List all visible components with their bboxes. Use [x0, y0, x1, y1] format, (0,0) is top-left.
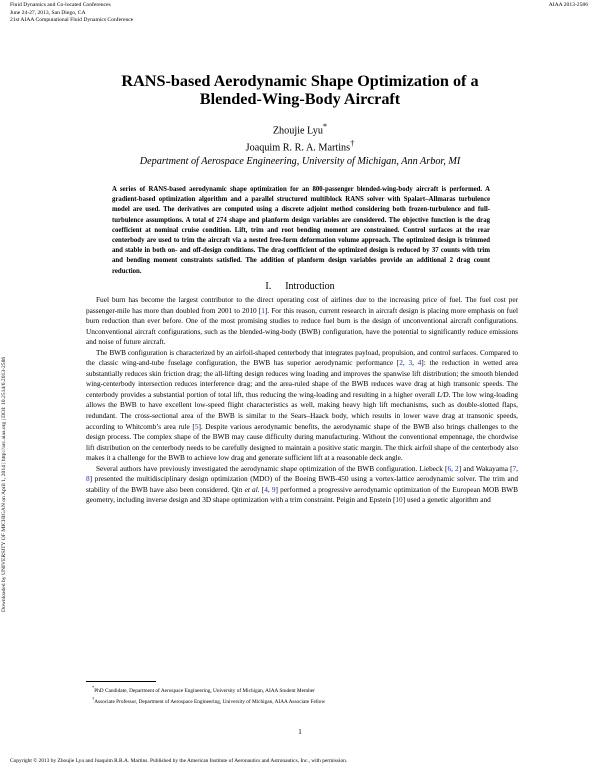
citation-link[interactable]: 6 — [447, 463, 452, 473]
citation-link[interactable]: 1 — [261, 305, 265, 315]
citation-link[interactable]: 4 — [417, 358, 422, 368]
citation-link[interactable]: 4 — [264, 484, 268, 494]
text-run: , — [516, 463, 518, 473]
affiliation: Department of Aerospace Engineering, University of Michigan, Ann Arbor, MI — [139, 155, 461, 167]
abstract: A series of RANS-based aerodynamic shape optimization for an 800-passenger blended-wing-body aircraft is performed. A gradient-based optimization algorithm and a parallel structured multiblock RANS solver with Spalart–Allmaras turbulence model are used. The derivatives are computed using a discrete adjoint method considering both frozen-turbulence and full-turbulence assumptions. A total of 274 shape and planform design variables are considered. The objective function is the drag coefficient at nominal cruise condition. Lift, trim and root bending moment are constrained. Control surfaces at the rear centerbody are used to trim the aircraft via a nested free-form deformation volume approach. The optimized design is trimmed and stable in both on- and off-design conditions. The drag coefficient of the optimized design is reduced by 37 counts with trim and bending moment constraints satisfied. The addition of planform design variables provide an additional 2 drag count reduction. — [112, 186, 490, 275]
conference-info — [10, 2, 133, 25]
author-block — [80, 120, 520, 168]
paper-title — [80, 72, 520, 108]
conference-dates: June 24-27, 2013, San Diego, CA — [10, 9, 86, 16]
conference-track: 21st AIAA Computational Fluid Dynamics Conference — [10, 17, 134, 24]
footnote-mark: * — [92, 685, 95, 690]
paper-number: AIAA 2013-2586 — [548, 2, 588, 8]
author-name: Joaquim R. R. A. Martins — [245, 142, 351, 154]
text-run: ] and Wakayama [ — [458, 463, 513, 473]
citation-link[interactable]: 9 — [271, 484, 276, 494]
footnote-mark: † — [350, 138, 355, 149]
title-line: RANS-based Aerodynamic Shape Optimization of a — [121, 72, 479, 90]
title-line: Blended-Wing-Body Aircraft — [199, 90, 401, 108]
text-run: ]. For this reason, current research in aircraft design is placing more emphasis on fuel burn reduction than ever before. One of the most promising studies to reduce fuel burn is the design of unconventional aircraft configurations. Unconventional aircraft configurations, such as the blended-wing-body (BWB) configuration, have the potential to significantly reduce emissions and noise of future aircraft. — [86, 305, 518, 347]
text-run: et al. — [244, 484, 260, 494]
text-run: . The low wing-loading allows the BWB to have excellent low-speed flight characteristics as well, making heavy high lift mechanisms, such as double-slotted flaps, redundant. The cross-sectional area of the BWB is similar to the Sears–Haack body, which results in lower wave drag at transonic speeds, according to Whitcomb’s area rule [ — [86, 389, 518, 431]
footnote — [92, 695, 512, 706]
text-run: ] performed a progressive aerodynamic optimization of the European MOB BWB geometry, including inverse design and 3D shape optimization with a trim constraint. Peigin and Epstein [ — [86, 484, 518, 505]
author-second — [80, 137, 520, 154]
citation-link[interactable]: 3 — [408, 358, 413, 368]
footnote-mark: † — [92, 696, 95, 702]
text-run: ]: the reduction in wetted area substantially reduces skin friction drag; the all-lifting design reduces wing loading and improves the spanwise lift distribution; the smooth blended wing-centerbody intersection reduces interference drag; and the area-ruled shape of the BWB reduces wave drag at high transonic speeds. The centerbody provides a substantial portion of total lift, thus reducing the wing-loading and resulting in a higher overall — [86, 358, 518, 399]
math-expression: L/D — [437, 389, 449, 399]
text-run: ] used a genetic algorithm and — [402, 495, 491, 505]
footnote-text: Associate Professor, Department of Aerospace Engineering, University of Michigan, AIAA Associate Fellow — [94, 699, 326, 706]
paragraph — [86, 295, 518, 348]
page-number: 1 — [298, 727, 302, 736]
copyright-notice: Copyright © 2013 by Zhoujie Lyu and Joaquim R.R.A. Martins. Published by the American Institute of Aeronautics and Astronautics, Inc., with permission. — [10, 758, 348, 764]
citation-link[interactable]: 2 — [399, 358, 403, 368]
text-run: , — [267, 484, 272, 494]
author-first — [80, 120, 520, 137]
download-watermark: Downloaded by UNIVERSITY OF MICHIGAN on April 1, 2014 | http://arc.aiaa.org | DOI: 10.2514/6.2013-2586 — [1, 356, 7, 612]
paragraph — [86, 464, 518, 506]
text-run: , — [402, 358, 409, 368]
citation-link[interactable]: 5 — [194, 421, 199, 431]
conference-name: Fluid Dynamics and Co-located Conferences — [10, 2, 111, 8]
footnote-divider — [86, 681, 156, 682]
text-run: [ — [259, 484, 265, 494]
footnote — [92, 684, 512, 695]
section-number: I. — [265, 281, 272, 292]
footnote-text: PhD Candidate, Department of Aerospace Engineering, University of Michigan, AIAA Student Member — [94, 687, 315, 694]
section-title: Introduction — [285, 281, 335, 292]
text-run: Fuel burn has become the largest contributor to the direct operating cost of airlines due to the increasing price of fuel. The fuel cost per passenger-mile has more than doubled from 2001 to 2010 [ — [86, 295, 518, 315]
text-run: ] presented the multidisciplinary design optimization (MDO) of the Boeing BWB-450 using a vortex-lattice aerodynamic solver. The trim and stability of the BWB have also been considered. Qin — [86, 474, 518, 494]
paragraph — [86, 348, 518, 464]
citation-link[interactable]: 7 — [512, 463, 517, 473]
text-run: Several authors have previously investigated the aerodynamic shape optimization of the BWB configuration. Liebeck [ — [96, 463, 448, 473]
text-run: The BWB configuration is characterized by an airfoil-shaped centerbody that integrates payload, propulsion, and control surfaces. Compared to the classic wing-and-tube fuselage configuration, the BWB has superior aerodynamic performance [ — [86, 347, 518, 368]
citation-link[interactable]: 2 — [455, 463, 459, 473]
citation-link[interactable]: 8 — [86, 474, 90, 484]
body-text — [86, 295, 518, 506]
author-name: Zhoujie Lyu — [272, 125, 323, 137]
section-heading — [80, 281, 520, 292]
citation-link[interactable]: 10 — [395, 495, 403, 505]
text-run: ]. Despite various aerodynamic benefits, the aerodynamic shape of the BWB also brings challenges to the design process. The complex shape of the BWB may cause difficulty during manufacturing. Without the conventional empennage, the chordwise lift distribution on the centerbody needs to be carefully designed to maintain a positive static margin. The thick airfoil shape of the centerbody also makes it a challenge for the BWB to achieve low drag and generate sufficient lift at a reasonable deck angle. — [86, 421, 518, 463]
text-run: , — [412, 358, 418, 368]
footnote-mark: * — [322, 121, 328, 131]
text-run: , — [451, 463, 456, 473]
footnotes — [92, 684, 512, 707]
